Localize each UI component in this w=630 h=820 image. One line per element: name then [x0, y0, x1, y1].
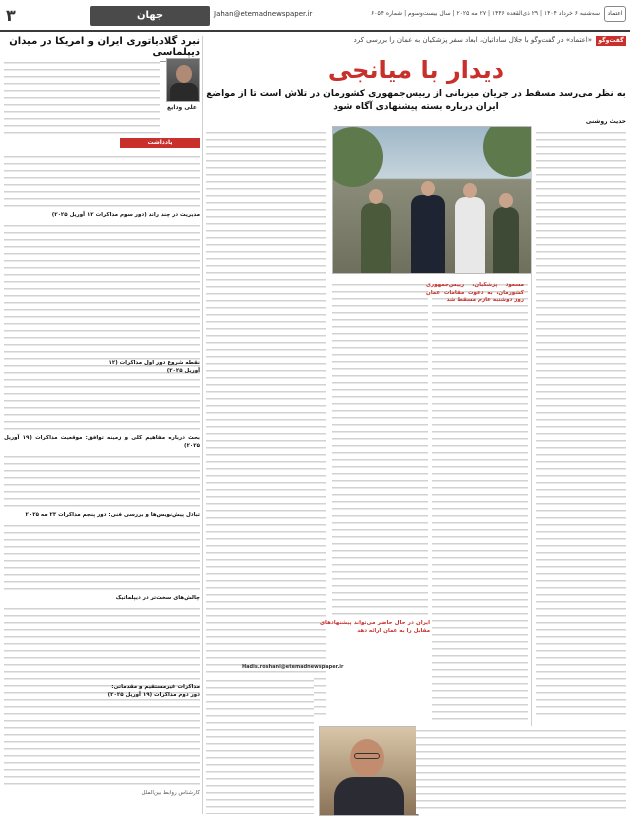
story-column-lower-left — [206, 676, 314, 814]
author-photo — [166, 58, 200, 102]
opinion-subhead: مذاکرات غیرمستقیم و مقدماتی: دور دوم مذاکرات (۱۹ آوریل ۲۰۲۵) — [107, 684, 200, 698]
author-head-shape — [176, 65, 192, 83]
text-placeholder — [4, 58, 160, 135]
story-column-lower — [416, 726, 626, 814]
main-photo — [332, 126, 532, 274]
story-subtitle: به نظر می‌رسد مسقط در جریان میزبانی از رییس‌جمهوری کشورمان در تلاش است تا از مواضع ایران درباره بسته پیشنهادی آگاه شود — [206, 89, 626, 112]
page-header — [0, 0, 630, 34]
photo-figure — [361, 203, 391, 273]
interview-tag: گفت‌وگو — [596, 36, 626, 46]
figure-head — [463, 183, 477, 198]
opinion-body — [4, 152, 200, 799]
text-placeholder — [4, 521, 200, 591]
sadatian-photo — [319, 726, 419, 816]
column-divider — [202, 36, 203, 814]
photo-tree — [332, 127, 383, 187]
dateline: سه‌شنبه ۶ خرداد ۱۴۰۴ | ۲۹ ذی‌القعده ۱۴۴۶ | ۲۷ مه ۲۰۲۵ | سال بیست‌وسوم | شماره ۶۰۵۴ — [371, 10, 600, 17]
story-column-1 — [536, 128, 626, 718]
portrait-glasses — [354, 753, 380, 759]
opinion-subhead: مدیریت در چند راند (دور سوم مذاکرات ۱۲ آوریل ۲۰۲۵) — [51, 212, 200, 218]
opinion-second-column — [104, 356, 200, 377]
story-column-2 — [432, 280, 528, 720]
story-column-4 — [206, 128, 326, 718]
opinion-headline: نبرد گلادیاتوری ایران و امریکا در میدان دیپلماسی — [4, 36, 200, 62]
reporter-name: حدیث روشنی — [585, 118, 626, 125]
opinion-third-subhead — [104, 680, 200, 701]
note-tag: یادداشت — [120, 138, 200, 148]
newspaper-logo: اعتماد — [604, 6, 626, 22]
main-story — [206, 36, 626, 816]
portrait-body — [334, 777, 404, 816]
photo-figure — [493, 207, 519, 273]
photo-tree — [483, 126, 532, 177]
opinion-subhead: بحث درباره مفاهیم کلی و زمینه توافق: موقعیت مذاکرات (۱۹ آوریل ۲۰۲۵) — [4, 435, 201, 449]
pull-quote: ایران در حال حاضر می‌تواند پیشنهادهای مقابل را به عمان ارائه دهد — [320, 620, 430, 634]
header-rule — [0, 30, 630, 32]
author-box — [164, 58, 200, 111]
text-placeholder — [4, 221, 200, 431]
opinion-subhead: تبادل پیش‌نویس‌ها و بررسی فنی: دور پنجم مذاکرات ۲۳ مه ۲۰۲۵ — [25, 512, 200, 518]
author-footer: کارشناس روابط بین‌الملل — [141, 790, 200, 796]
photo-figure — [411, 195, 445, 273]
figure-head — [369, 189, 383, 204]
column-divider — [531, 126, 532, 726]
story-kicker: «اعتماد» در گفت‌وگو با جلال ساداتیان، ابعاد سفر پزشکیان به عمان را بررسی کرد — [353, 36, 592, 44]
text-placeholder — [4, 452, 200, 508]
figure-head — [499, 193, 513, 208]
author-name: علی ودایع — [167, 104, 197, 111]
page-number: ۳ — [6, 6, 16, 25]
pull-quote: مسعود پزشکیان، رییس‌جمهوری کشورمان، به دعوت مقامات عمان روز دوشنبه عازم مسقط شد — [426, 282, 524, 303]
author-body-shape — [170, 83, 198, 102]
section-label: جهان — [90, 6, 210, 26]
opinion-subhead: نقطه شروع دور اول مذاکرات (۱۲ آوریل ۲۰۲۵) — [108, 360, 200, 374]
opinion-subhead: چالش‌های سخت‌تر در دیپلماتیک — [115, 595, 200, 601]
opinion-intro-text — [4, 58, 160, 135]
section-email[interactable]: Jahan@etemadnewspaper.ir — [214, 10, 313, 18]
text-placeholder — [4, 152, 200, 208]
photo-figure — [455, 197, 485, 273]
story-title: دیدار با میانجی — [327, 56, 505, 84]
reporter-email[interactable]: Hadis.roshani@etemadnewspaper.ir — [242, 664, 344, 670]
story-column-3 — [332, 280, 428, 620]
figure-head — [421, 181, 435, 196]
